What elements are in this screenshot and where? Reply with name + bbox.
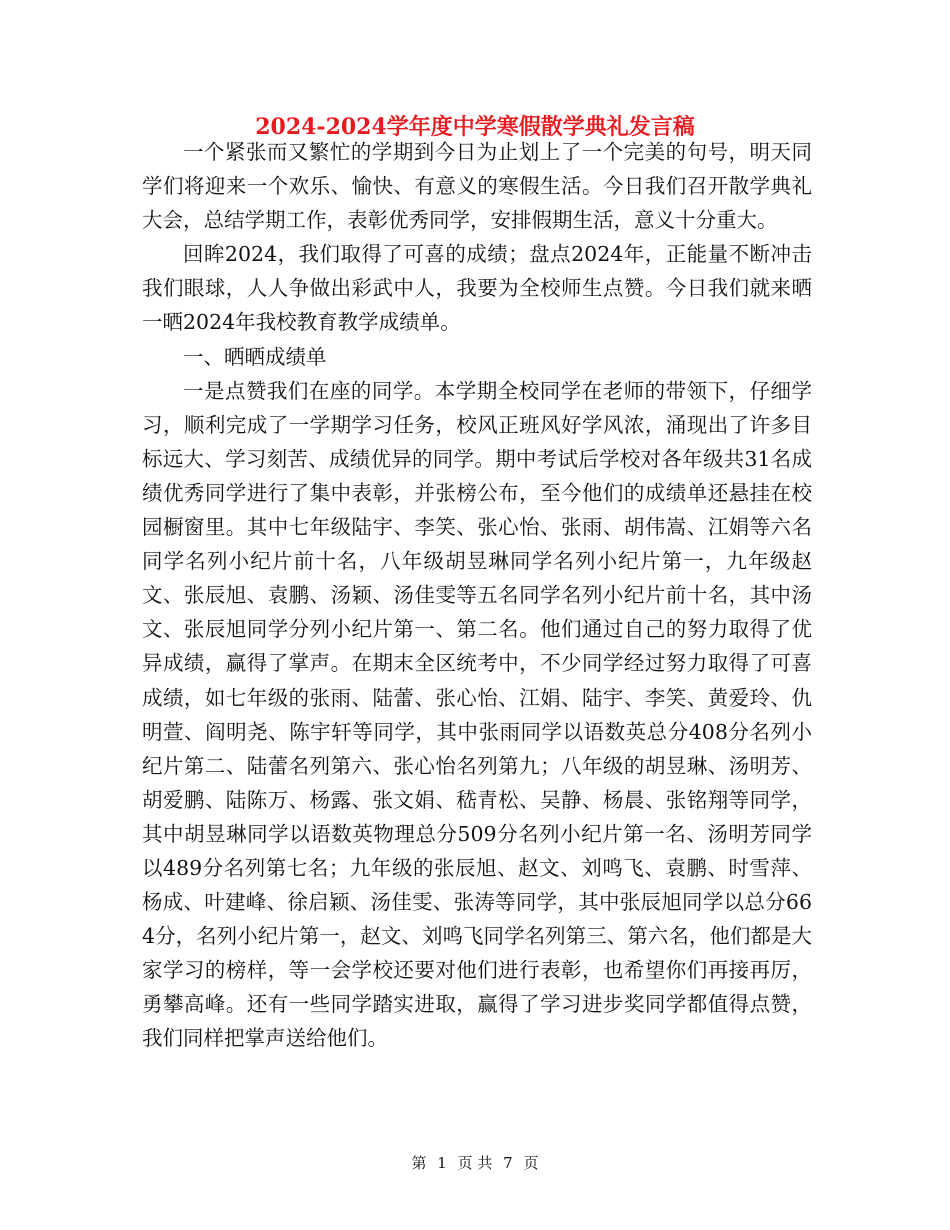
page-footer — [0, 1153, 950, 1173]
document-body — [142, 135, 812, 1056]
paragraph-achievements: 一是点赞我们在座的同学。本学期全校同学在老师的带领下，仔细学习，顺利完成了一学期学习任务，校风正班风好学风浓，涌现出了许多目标远大、学习刻苦、成绩优异的同学。期中考试后学校对各年级共31名成绩优秀同学进行了集中表彰，并张榜公布，至今他们的成绩单还悬挂在校园橱窗里。其中七年级陆宇、李笑、张心怡、张雨、胡伟嵩、江娟等六名同学名列小纪片前十名，八年级胡昱琳同学名列小纪片第一，九年级赵文、张辰旭、袁鹏、汤颖、汤佳雯等五名同学名列小纪片前十名，其中汤文、张辰旭同学分列小纪片第一、第二名。他们通过自己的努力取得了优异成绩，赢得了掌声。在期末全区统考中，不少同学经过努力取得了可喜成绩，如七年级的张雨、陆蕾、张心怡、江娟、陆宇、李笑、黄爱玲、仇明萱、阎明尧、陈宇轩等同学，其中张雨同学以语数英总分408分名列小纪片第二、陆蕾名列第六、张心怡名列第九；八年级的胡昱琳、汤明芳、胡爱鹏、陆陈万、杨露、张文娟、嵇青松、吴静、杨晨、张铭翔等同学，其中胡昱琳同学以语数英物理总分509分名列小纪片第一名、汤明芳同学以489分名列第七名；九年级的张辰旭、赵文、刘鸣飞、袁鹏、时雪萍、杨成、叶建峰、徐启颖、汤佳雯、张涛等同学，其中张辰旭同学以总分664分，名列小纪片第一，赵文、刘鸣飞同学名列第三、第六名，他们都是大家学习的榜样，等一会学校还要对他们进行表彰，也希望你们再接再厉，勇攀高峰。还有一些同学踏实进取，赢得了学习进步奖同学都值得点赞，我们同样把掌声送给他们。 — [142, 378, 812, 1051]
footer-prefix: 第 — [411, 1154, 427, 1172]
footer-page-total: 7 — [503, 1154, 513, 1172]
paragraph-review: 回眸2024，我们取得了可喜的成绩；盘点2024年，正能量不断冲击我们眼球，人人争做出彩武中人，我要为全校师生点赞。今日我们就来晒一晒2024年我校教育教学成绩单。 — [142, 242, 812, 335]
footer-page-number: 1 — [437, 1154, 447, 1172]
footer-suffix: 页 — [523, 1154, 539, 1172]
paragraph-intro: 一个紧张而又繁忙的学期到今日为止划上了一个完美的句号，明天同学们将迎来一个欢乐、愉快、有意义的寒假生活。今日我们召开散学典礼大会，总结学期工作，表彰优秀同学，安排假期生活，意义十分重大。 — [142, 140, 812, 233]
footer-mid: 页 共 — [457, 1154, 493, 1172]
section-heading: 一、晒晒成绩单 — [183, 344, 327, 369]
document-title: 2024-2024学年度中学寒假散学典礼发言稿 — [255, 114, 695, 140]
